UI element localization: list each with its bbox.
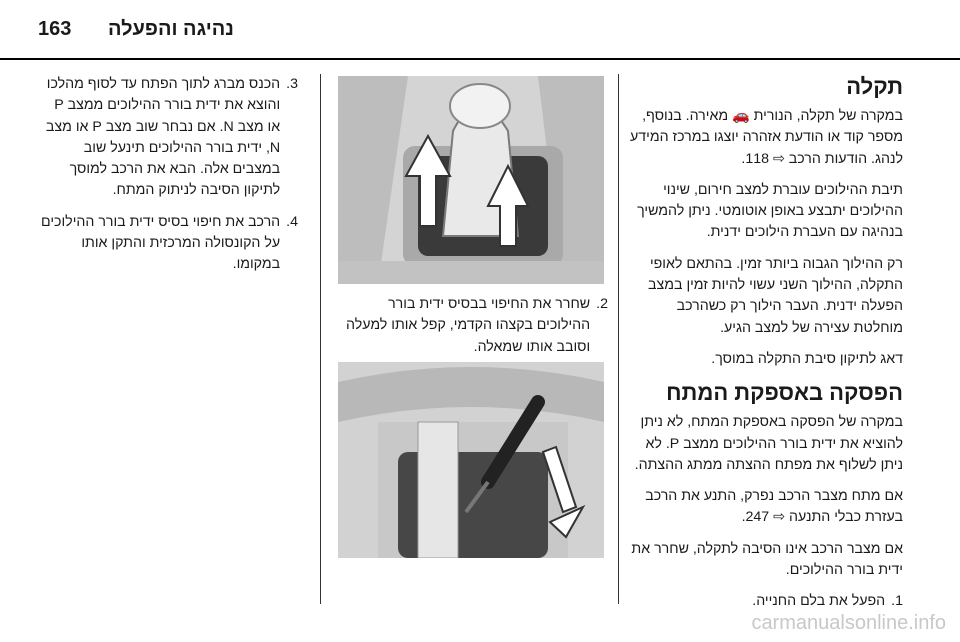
step-3-text: הכנס מברג לתוך הפתח עד לסוף מהלכו והוצא את ידית בורר ההילוכים ממצב P או מצב N. אם נבחר שוב מצב P או מצב N, ידית בורר ההילוכים תינעל שוב במצבים אלה. הבא את הרכב למוסך לתיקון הסיבה לניתוק המתח. [45, 76, 281, 199]
step-4-number: 4. [286, 213, 298, 230]
gear-selector-illustration [338, 76, 604, 284]
heading-fault: תקלה [846, 74, 903, 99]
step-1-number: 1. [891, 593, 903, 610]
section-title: נהיגה והפעלה [108, 18, 234, 40]
middle-column [338, 294, 608, 368]
fault-paragraph-2: תיבת ההילוכים עוברת למצב חירום, שינוי ההילוכים יתבצע באופן אוטומטי. ניתן להמשיך בנהיגה עם העברת הילוכים ידנית. [637, 181, 903, 241]
step-1 [628, 591, 903, 612]
right-column [628, 74, 903, 623]
watermark: carmanualsonline.info [751, 612, 946, 634]
step-4 [38, 212, 298, 276]
page-header [0, 0, 960, 62]
step-1-text: הפעל את בלם החנייה. [752, 593, 886, 610]
power-paragraph-2: אם מתח מצבר הרכב נפרק, התנע את הרכב בעזרת כבלי התנעה ⇨ 247. [645, 488, 903, 526]
header-rule [0, 58, 960, 60]
power-paragraph-3: אם מצבר הרכב אינו הסיבה לתקלה, שחרר את ידית בורר ההילוכים. [631, 540, 903, 579]
heading-power-failure: הפסקה באספקת המתח [666, 380, 903, 406]
gear-selector-photo [338, 76, 604, 284]
column-divider-left [320, 74, 321, 604]
fault-paragraph-3: רק ההילוך הגבוה ביותר זמין. בהתאם לאופי התקלה, ההילוך השני עשוי להיות זמין במצב הפעלה ידנית. העבר הילוך רק כשהרכב מוחלטת עצירה של למצב הגיע. [648, 255, 903, 336]
step-3 [38, 74, 298, 202]
column-divider-right [618, 74, 619, 604]
step-4-text: הרכב את חיפוי בסיס ידית בורר ההילוכים על הקונסולה המרכזית והתקן אותו במקומו. [41, 213, 281, 273]
step-2-number: 2. [596, 296, 608, 312]
step-2-text: שחרר את החיפוי בבסיס ידית בורר ההילוכים בקצהו הקדמי, קפל אותו למעלה וסובב אותו שמאלה. [346, 296, 591, 355]
screwdriver-photo [338, 362, 604, 558]
fault-paragraph-1: במקרה של תקלה, הנורית 🚗 מאירה. בנוסף, מספר קוד או הודעת אזהרה יוצגו במרכז המידע לנהג. הודעות הרכב ⇨ 118. [630, 108, 903, 167]
left-column [38, 74, 298, 286]
power-paragraph-1: במקרה של הפסקה באספקת המתח, לא ניתן להוציא את ידית בורר ההילוכים ממצב P. לא ניתן לשלוף את מפתח ההצתה ממתג ההצתה. [634, 414, 903, 473]
step-3-number: 3. [286, 76, 298, 92]
step-2 [338, 294, 608, 358]
fault-paragraph-4: דאג לתיקון סיבת התקלה במוסך. [711, 350, 903, 367]
screwdriver-illustration [338, 362, 604, 558]
page-number: 163 [38, 18, 72, 40]
